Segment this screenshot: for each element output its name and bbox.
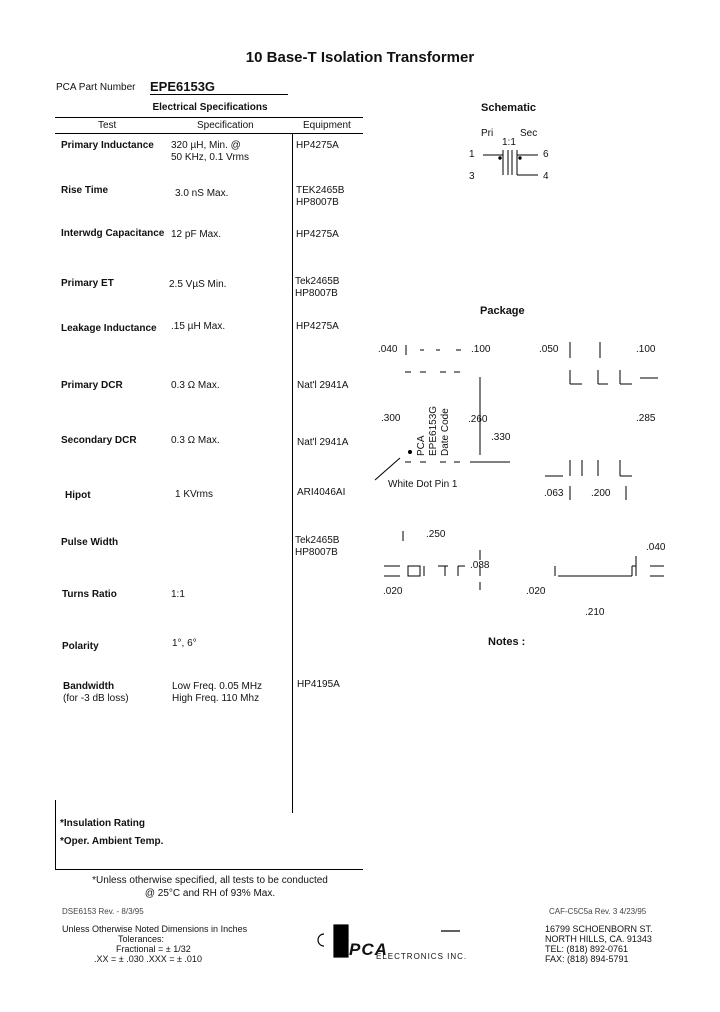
test-secondary-dcr: Secondary DCR: [61, 435, 137, 446]
test-primary-dcr: Primary DCR: [61, 380, 123, 391]
schematic-pri-label: Pri: [481, 128, 494, 139]
company-address: 16799 SCHOENBORN ST. NORTH HILLS, CA. 91343 TEL: (818) 892-0761 FAX: (818) 894-5791: [545, 924, 653, 964]
pca-logo-text: PCA: [349, 940, 388, 959]
dim-210: .210: [585, 607, 605, 618]
white-dot-pin1-label: White Dot Pin 1: [388, 479, 458, 490]
spec-hipot: 1 KVrms: [175, 489, 213, 500]
equip-primary-dcr: Nat'l 2941A: [297, 380, 349, 391]
transformer-symbol: [483, 150, 538, 175]
tolerances-block: Unless Otherwise Noted Dimensions in Inches Tolerances: Fractional = ± 1/32 .XX = ± .030 .XXX = ± .010: [62, 924, 248, 964]
schematic-sec-label: Sec: [520, 128, 538, 139]
equip-hipot: ARI4046AI: [297, 487, 346, 498]
spec-primary-dcr: 0.3 Ω Max.: [171, 380, 220, 391]
equip-primary-et: Tek2465B HP8007B: [295, 276, 340, 299]
equip-leakage-inductance: HP4275A: [296, 321, 339, 332]
schematic-pin-3: 3: [469, 171, 475, 182]
spec-interwdg-capacitance: 12 pF Max.: [171, 229, 222, 240]
spec-leakage-inductance: .15 µH Max.: [171, 321, 226, 332]
test-pulse-width: Pulse Width: [61, 537, 119, 548]
equip-bandwidth: HP4195A: [297, 679, 340, 690]
operating-ambient-temp-label: *Oper. Ambient Temp.: [60, 836, 164, 847]
dim-050: .050: [539, 344, 559, 355]
header-equipment: Equipment: [303, 120, 351, 131]
dim-040-end: .040: [646, 542, 666, 553]
spec-secondary-dcr: 0.3 Ω Max.: [171, 435, 220, 446]
dim-088: .088: [470, 560, 490, 571]
dim-260: .260: [468, 414, 488, 425]
pca-logo-subtitle: ELECTRONICS INC.: [376, 952, 468, 961]
equip-primary-inductance: HP4275A: [296, 140, 339, 151]
doc-code-left: DSE6153 Rev. - 8/3/95: [62, 907, 144, 916]
header-test: Test: [98, 120, 117, 131]
equip-secondary-dcr: Nat'l 2941A: [297, 437, 349, 448]
header-specification: Specification: [197, 120, 254, 131]
schematic-ratio-label: 1:1: [502, 137, 516, 148]
dim-020-right: .020: [526, 586, 546, 597]
test-interwdg-capacitance: Interwdg Capacitance: [61, 228, 165, 239]
test-primary-inductance: Primary Inductance: [61, 140, 154, 151]
spec-bandwidth: Low Freq. 0.05 MHz High Freq. 110 Mhz: [172, 681, 263, 704]
spec-primary-inductance: 320 µH, Min. @ 50 KHz, 0.1 Vrms: [171, 140, 249, 163]
schematic-pin-4: 4: [543, 171, 549, 182]
page-title: 10 Base-T Isolation Transformer: [245, 49, 475, 66]
test-bandwidth: Bandwidth (for -3 dB loss): [63, 681, 129, 704]
spec-rise-time: 3.0 nS Max.: [175, 188, 229, 199]
spec-primary-et: 2.5 VµS Min.: [169, 279, 227, 290]
dim-063: .063: [544, 488, 564, 499]
equip-rise-time: TEK2465B HP8007B: [296, 185, 345, 208]
dim-200: .200: [591, 488, 611, 499]
dim-330: .330: [491, 432, 511, 443]
test-primary-et: Primary ET: [61, 278, 114, 289]
part-number-value: EPE6153G: [150, 79, 216, 94]
doc-code-right: CAF-C5C5a Rev. 3 4/23/95: [549, 907, 647, 916]
equip-interwdg-capacitance: HP4275A: [296, 229, 339, 240]
test-turns-ratio: Turns Ratio: [62, 589, 117, 600]
dim-300: .300: [381, 413, 401, 424]
equip-pulse-width: Tek2465B HP8007B: [295, 535, 340, 558]
schematic-pin-1: 1: [469, 149, 475, 160]
dim-040-top: .040: [378, 344, 398, 355]
part-number-label: PCA Part Number: [56, 82, 136, 93]
dim-100-side: .100: [636, 344, 656, 355]
dim-285: .285: [636, 413, 656, 424]
spec-polarity: 1°, 6°: [172, 638, 197, 649]
package-title: Package: [480, 305, 525, 317]
test-hipot: Hipot: [65, 490, 91, 501]
insulation-rating-label: *Insulation Rating: [60, 818, 145, 829]
notes-title: Notes :: [488, 636, 526, 648]
dim-100-top: .100: [471, 344, 491, 355]
dim-250: .250: [426, 529, 446, 540]
dim-020-left: .020: [383, 586, 403, 597]
test-rise-time: Rise Time: [61, 185, 109, 196]
schematic-title: Schematic: [481, 102, 537, 114]
package-marking: PCA EPE6153G Date Code: [416, 405, 451, 456]
test-leakage-inductance: Leakage Inductance: [61, 323, 157, 334]
electrical-specs-title: Electrical Specifications: [152, 102, 268, 113]
test-polarity: Polarity: [62, 641, 99, 652]
test-conditions-footnote: *Unless otherwise specified, all tests to be conducted @ 25°C and RH of 93% Max.: [92, 875, 328, 899]
schematic-pin-6: 6: [543, 149, 549, 160]
spec-turns-ratio: 1:1: [171, 589, 185, 600]
